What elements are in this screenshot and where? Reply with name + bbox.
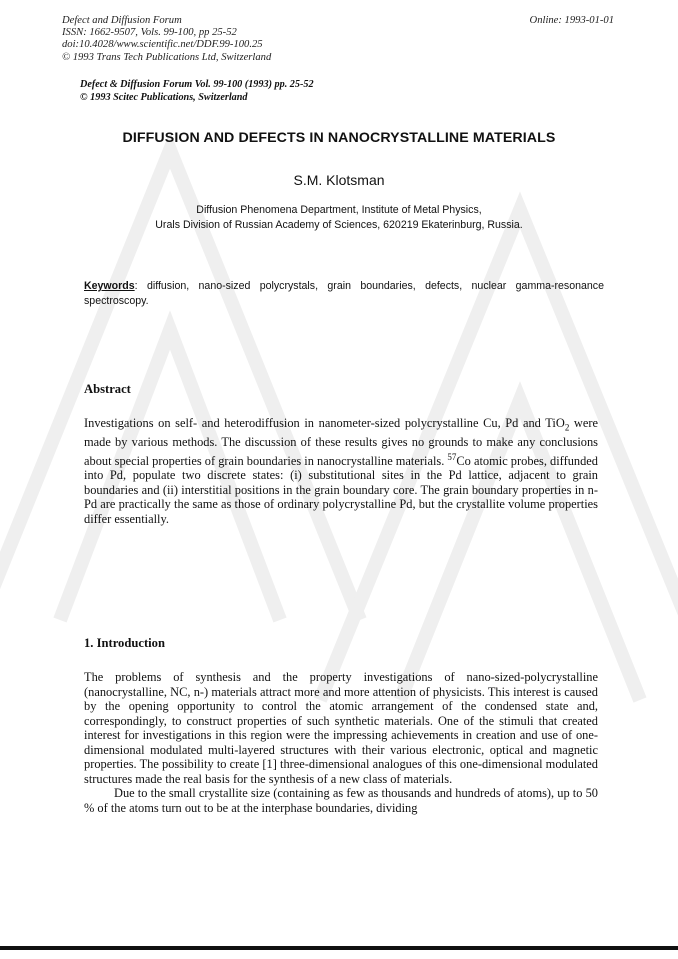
abstract-heading: Abstract <box>84 382 131 396</box>
author-name: S.M. Klotsman <box>293 172 385 188</box>
keywords-label: Keywords <box>84 280 135 292</box>
keywords-text: : diffusion, nano-sized polycrystals, grain boundaries, defects, nuclear gamma-resonance spectroscopy. <box>84 280 604 307</box>
introduction-paragraph-2: Due to the small crystallite size (containing as few as thousands and hundreds of atoms), up to 50 % of the atoms turn out to be at the interphase boundaries, dividing <box>84 786 598 815</box>
paper-title: DIFFUSION AND DEFECTS IN NANOCRYSTALLINE MATERIALS <box>122 130 556 146</box>
citation-copyright: © 1993 Scitec Publications, Switzerland <box>80 91 248 103</box>
affiliation <box>0 203 678 232</box>
introduction-paragraph-1: The problems of synthesis and the property investigations of nano-sized-polycrystalline (nanocrystalline, NC, n-) materials attract more and more attention of physicists. This interest is caused by the opening opportunity to control the atomic arrangement of the condensed state and, correspondingly, to construct properties of such synthetic materials. One of the stimuli that created interest for investigations in this region were the impressing achievements in creation and use of one-dimensional modulated multi-layered structures with their various electronic, optical and magnetic properties. The possibility to create [1] three-dimensional analogues of this one-dimensional modulated structures made the real basis for the synthesis of a new class of materials. <box>84 670 598 786</box>
introduction-heading: 1. Introduction <box>84 636 165 650</box>
affiliation-line-2: Urals Division of Russian Academy of Sciences, 620219 Ekaterinburg, Russia. <box>155 218 523 231</box>
citation-line: Defect & Diffusion Forum Vol. 99-100 (1993) pp. 25-52 <box>80 79 314 90</box>
issn-line: ISSN: 1662-9507, Vols. 99-100, pp 25-52 <box>62 27 237 39</box>
affiliation-line-1: Diffusion Phenomena Department, Institute of Metal Physics, <box>196 204 482 216</box>
abstract-text-2: were made by various methods. The discussion of these results gives no grounds to make any conclusions about special properties of grain boundaries in nanocrystalline materials. <box>84 416 599 468</box>
abstract-subscript: 2 <box>564 422 570 433</box>
journal-name: Defect and Diffusion Forum <box>62 15 182 26</box>
introduction-body <box>84 670 598 815</box>
copyright-line: © 1993 Trans Tech Publications Ltd, Switzerland <box>62 51 272 63</box>
abstract-text-3: Co atomic probes, diffunded into Pd, populate two discrete states: (i) substitutional sites in the Pd lattice, adjacent to grain boundaries and (ii) interstitial positions in the grain boundary core. The grain boundary properties in n-Pd are practically the same as those of ordinary polycrystalline Pd, but the crystallite volume properties differ essentially. <box>84 453 598 526</box>
abstract-superscript: 57 <box>447 451 457 462</box>
publication-metadata <box>62 15 271 64</box>
keywords <box>84 279 604 309</box>
doi-line: doi:10.4028/www.scientific.net/DDF.99-100.25 <box>62 39 263 51</box>
abstract-body <box>84 416 598 526</box>
online-date: Online: 1993-01-01 <box>529 15 614 26</box>
journal-citation <box>80 79 314 104</box>
abstract-text-1: Investigations on self- and heterodiffusion in nanometer-sized polycrystalline Cu, Pd and TiO <box>84 416 565 430</box>
bottom-divider <box>0 946 678 950</box>
